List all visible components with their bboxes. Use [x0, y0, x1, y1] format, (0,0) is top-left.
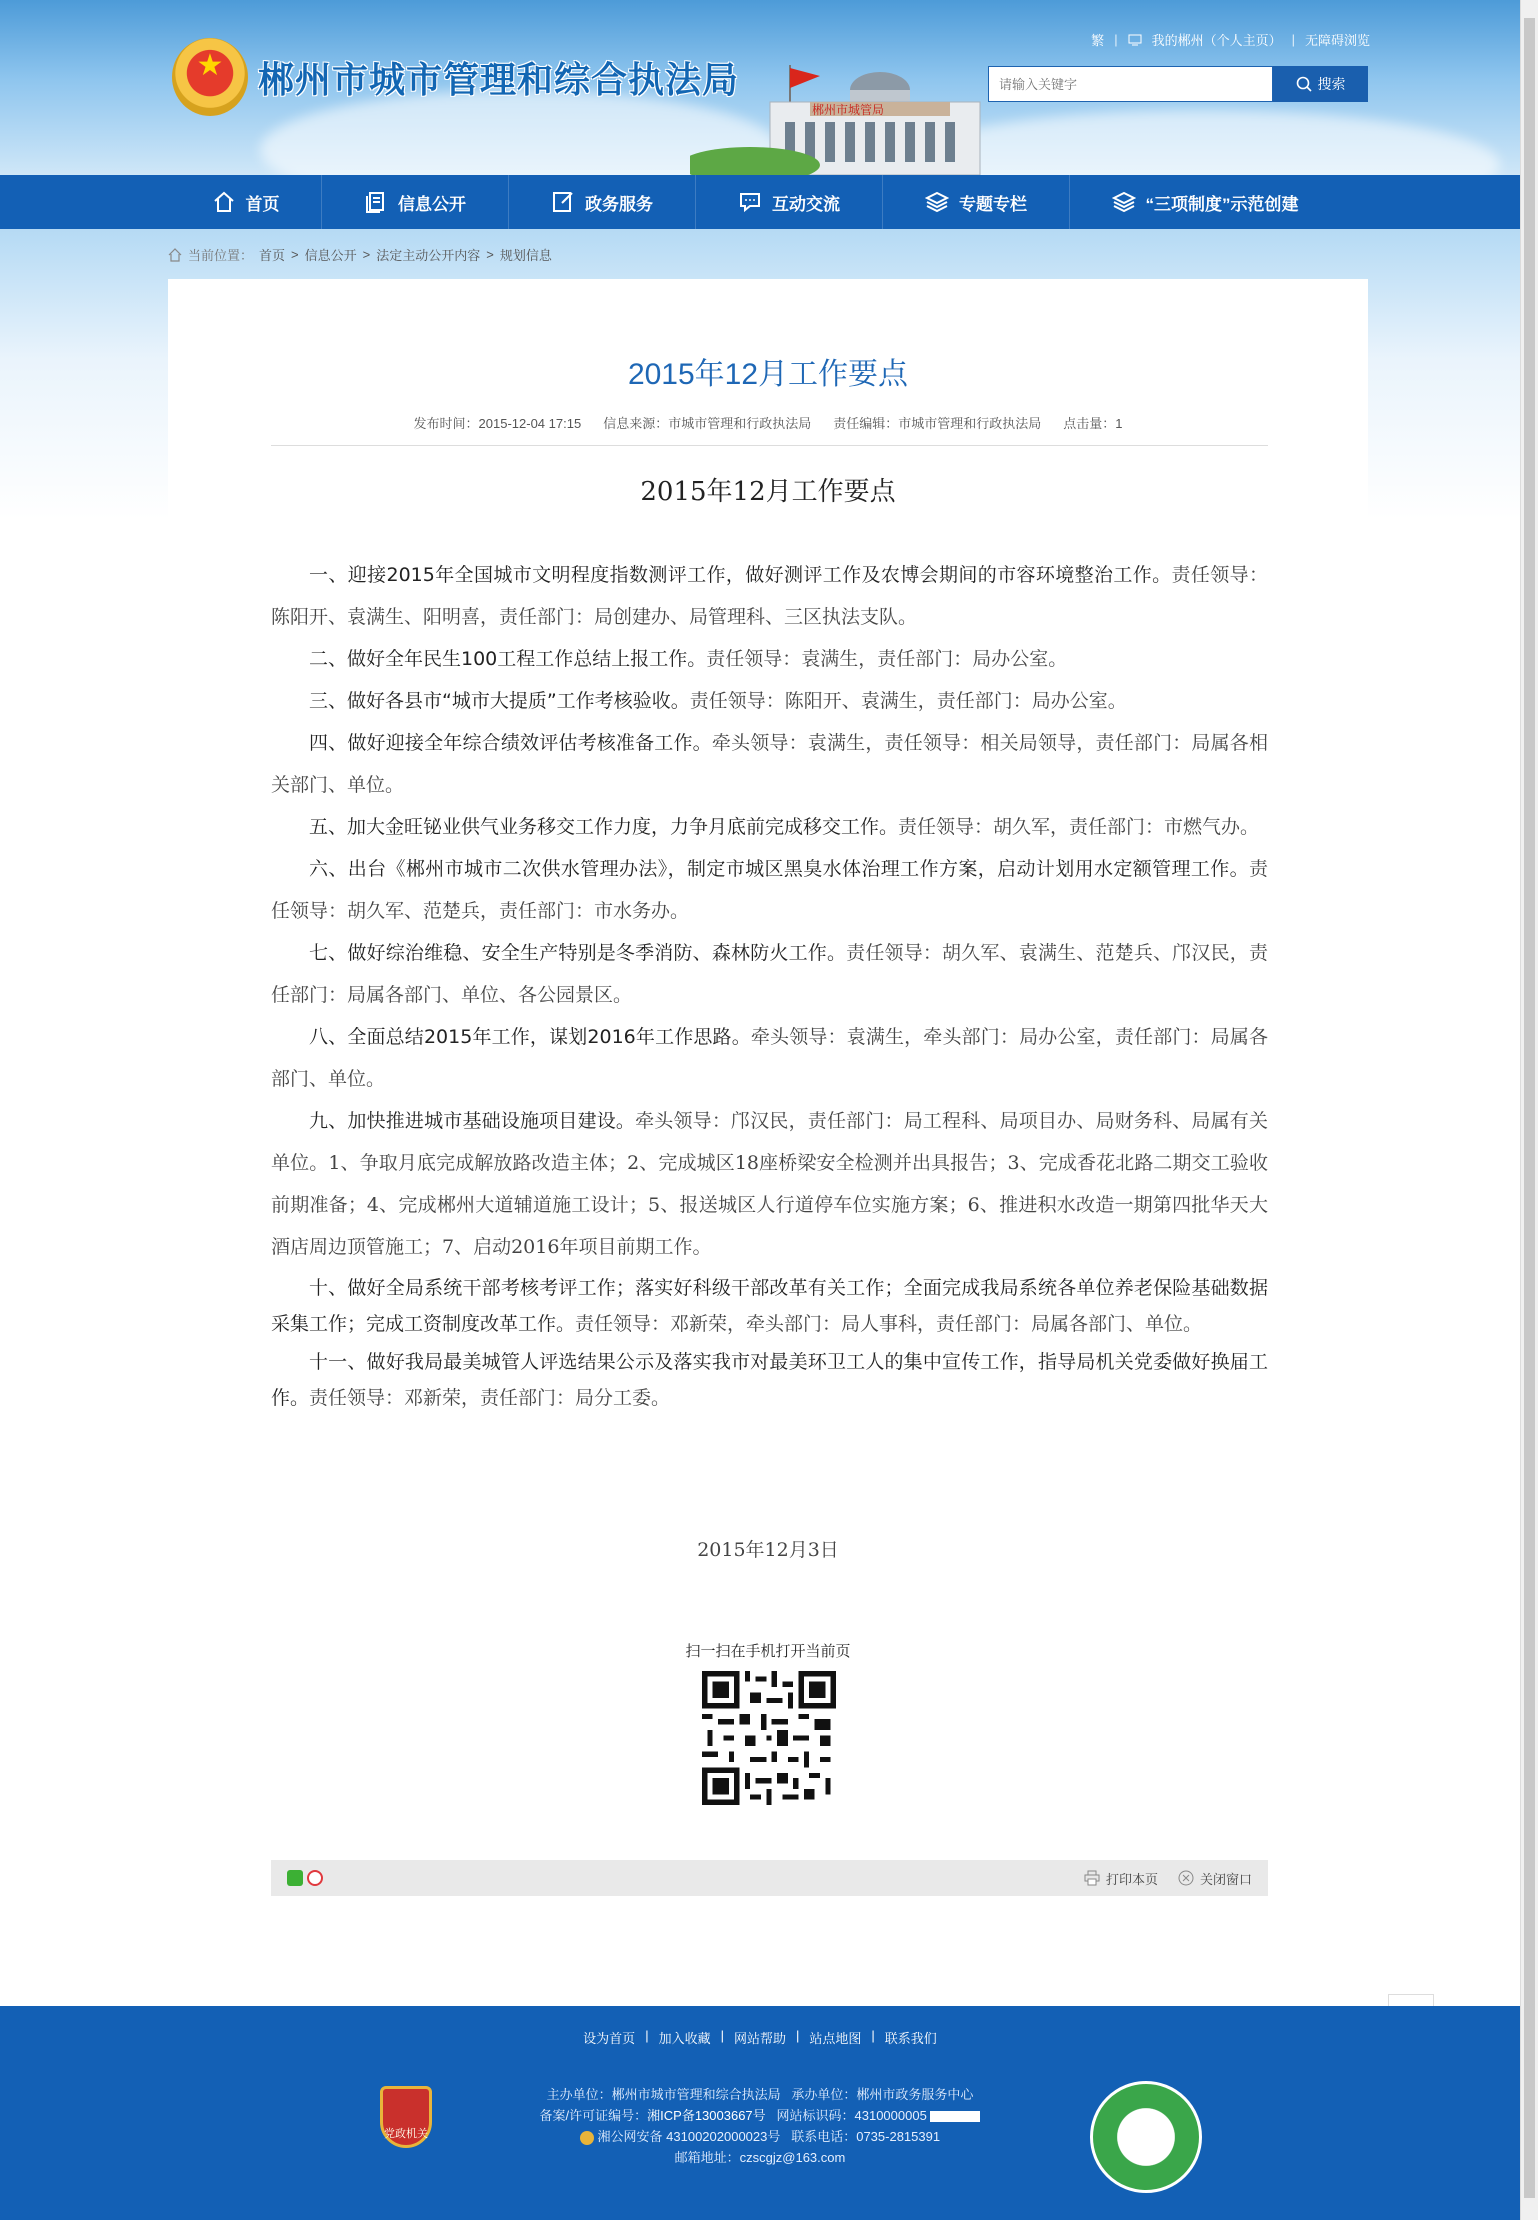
weibo-share-icon[interactable] — [307, 1870, 323, 1886]
undertaker-unit: 承办单位：郴州市政务服务中心 — [791, 2087, 974, 2102]
site-title[interactable]: 郴州市城市管理和综合执法局 — [258, 60, 740, 101]
share-bar — [271, 1860, 1268, 1896]
cnzz-badge[interactable] — [930, 2111, 980, 2122]
accessibility-link[interactable]: 无障碍浏览 — [1304, 33, 1370, 48]
monitor-icon — [1128, 34, 1142, 46]
wechat-share-icon[interactable] — [287, 1870, 303, 1886]
article-paragraph: 二、做好全年民生100工程工作总结上报工作。责任领导：袁满生，责任部门：局办公室。 — [309, 648, 1068, 670]
footer-line — [0, 2147, 1520, 2168]
footer-link[interactable]: 设为首页 — [583, 2031, 636, 2046]
layers-icon — [1112, 190, 1136, 214]
article-paragraph: 十、做好全局系统干部考核考评工作；落实好科级干部改革有关工作；全面完成我局系统各单位养老保险基础数据采集工作；完成工资制度改革工作。责任领导：邓新荣，牵头部门：局人事科，责任部门：局属各部门、单位。 — [271, 1277, 1268, 1335]
nav-item-three-systems[interactable] — [1070, 175, 1340, 229]
nav-item-label: 专题专栏 — [959, 194, 1027, 214]
qr-code-icon — [702, 1671, 836, 1805]
close-window-label: 关闭窗口 — [1199, 1871, 1252, 1887]
article-panel — [168, 279, 1368, 1919]
footer-line — [0, 2126, 1520, 2147]
my-chenzhou-link[interactable]: 我的郴州（个人主页） — [1151, 33, 1282, 48]
footer-info — [0, 2084, 1520, 2168]
share-icons — [287, 1870, 323, 1886]
civilized-website-badge-icon[interactable] — [1090, 2081, 1202, 2193]
cloud-decoration — [900, 110, 1500, 175]
scrollbar[interactable] — [1520, 0, 1538, 2220]
edit-icon — [551, 190, 575, 214]
separator: | — [645, 2028, 649, 2043]
document-icon — [364, 190, 388, 214]
separator: | — [720, 2028, 724, 2043]
search-bar — [988, 66, 1368, 102]
close-icon — [1178, 1870, 1194, 1886]
article-paragraph: 四、做好迎接全年综合绩效评估考核准备工作。牵头领导：袁满生，责任领导：相关局领导，责任部门：局属各相关部门、单位。 — [271, 732, 1268, 796]
site-footer — [0, 2006, 1520, 2220]
footer-link[interactable]: 联系我们 — [884, 2031, 937, 2046]
search-button[interactable] — [1273, 66, 1368, 102]
home-icon — [212, 190, 236, 214]
nav-item-label: “三项制度”示范创建 — [1145, 194, 1299, 214]
icp-label: 备案/许可证编号： — [539, 2108, 648, 2123]
footer-line — [0, 2084, 1520, 2105]
publish-time: 发布时间：2015-12-04 17:15 — [413, 416, 582, 431]
breadcrumb-item[interactable]: 首页 — [259, 248, 286, 263]
host-unit: 主办单位：郴州市城市管理和综合执法局 — [546, 2087, 781, 2102]
separator: | — [871, 2028, 875, 2043]
breadcrumb-item[interactable]: 规划信息 — [499, 248, 552, 263]
footer-line — [0, 2105, 1520, 2126]
icp-link[interactable]: 湘ICP备13003667号 — [647, 2108, 766, 2123]
page-actions — [1084, 1869, 1252, 1888]
nav-item-special-topics[interactable] — [883, 175, 1070, 229]
separator: | — [1291, 32, 1295, 47]
contact-phone: 联系电话：0735-2815391 — [791, 2129, 941, 2144]
info-source: 信息来源：市城市管理和行政执法局 — [603, 416, 812, 431]
site-id: 网站标识码：4310000005 — [776, 2108, 927, 2123]
article-paragraph: 五、加大金旺铋业供气业务移交工作力度，力争月底前完成移交工作。责任领导：胡久军，责任部门：市燃气办。 — [309, 816, 1260, 838]
editor: 责任编辑：市城市管理和行政执法局 — [833, 416, 1042, 431]
breadcrumb-item[interactable]: 信息公开 — [304, 248, 357, 263]
article-paragraph: 十一、做好我局最美城管人评选结果公示及落实我市对最美环卫工人的集中宣传工作，指导局机关党委做好换届工作。责任领导：邓新荣，责任部门：局分工委。 — [271, 1351, 1268, 1409]
search-input[interactable] — [988, 66, 1273, 102]
nav-item-gov-service[interactable] — [509, 175, 696, 229]
footer-link[interactable]: 加入收藏 — [658, 2031, 711, 2046]
home-icon — [168, 248, 182, 262]
print-button[interactable] — [1084, 1869, 1158, 1888]
divider — [271, 445, 1268, 446]
article-body — [271, 554, 1268, 1416]
footer-links — [0, 2028, 1520, 2047]
breadcrumb — [168, 245, 552, 264]
view-count: 点击量：1 — [1063, 416, 1123, 431]
close-window-button[interactable] — [1178, 1869, 1252, 1888]
nav-item-home[interactable] — [170, 175, 322, 229]
police-badge-icon — [580, 2131, 594, 2145]
traditional-chinese-link[interactable]: 繁 — [1091, 33, 1105, 48]
top-links — [1091, 30, 1370, 49]
nav-item-label: 信息公开 — [398, 194, 466, 214]
search-icon — [1296, 76, 1312, 92]
nav-item-label: 互动交流 — [772, 194, 840, 214]
breadcrumb-separator: > — [291, 247, 299, 262]
article-date: 2015年12月3日 — [697, 1539, 839, 1561]
article-paragraph: 八、全面总结2015年工作，谋划2016年工作思路。牵头领导：袁满生，牵头部门：局办公室，责任部门：局属各部门、单位。 — [271, 1026, 1268, 1090]
nav-item-label: 首页 — [245, 194, 280, 214]
footer-link[interactable]: 网站帮助 — [733, 2031, 786, 2046]
national-emblem-icon — [172, 38, 248, 116]
search-button-label: 搜索 — [1317, 76, 1346, 92]
article-paragraph: 九、加快推进城市基础设施项目建设。牵头领导：邝汉民，责任部门：局工程科、局项目办、局财务科、局属有关单位。1、争取月底完成解放路改造主体；2、完成城区18座桥梁安全检测并出具报告；3、完成香花北路二期交工验收前期准备；4、完成郴州大道辅道施工设计；5、报送城区人行道停车位实施方案；6、推进积水改造一期第四批华天大酒店周边顶管施工；7、启动2016年项目前期工作。 — [271, 1110, 1268, 1258]
main-nav — [0, 175, 1520, 229]
breadcrumb-item[interactable]: 法定主动公开内容 — [376, 248, 481, 263]
article-title: 2015年12月工作要点 — [627, 358, 909, 391]
nav-item-label: 政务服务 — [585, 194, 653, 214]
article-paragraph: 三、做好各县市“城市大提质”工作考核验收。责任领导：陈阳开、袁满生，责任部门：局办公室。 — [309, 690, 1127, 712]
separator: | — [796, 2028, 800, 2043]
contact-email: 邮箱地址：czscgjz@163.com — [674, 2150, 846, 2165]
badge-left-text: 党政机关 — [384, 2128, 428, 2140]
article-paragraph: 六、出台《郴州市城市二次供水管理办法》，制定市城区黑臭水体治理工作方案，启动计划用水定额管理工作。责任领导：胡久军、范楚兵，责任部门：市水务办。 — [271, 858, 1268, 922]
nav-item-interaction[interactable] — [696, 175, 883, 229]
government-building-image — [690, 30, 990, 175]
print-label: 打印本页 — [1105, 1871, 1158, 1887]
article-paragraph: 七、做好综治维稳、安全生产特别是冬季消防、森林防火工作。责任领导：胡久军、袁满生、范楚兵、邝汉民，责任部门：局属各部门、单位、各公园景区。 — [271, 942, 1268, 1006]
breadcrumb-separator: > — [486, 247, 494, 262]
chat-icon — [738, 190, 762, 214]
printer-icon — [1084, 1870, 1100, 1886]
article-subtitle: 2015年12月工作要点 — [640, 477, 896, 507]
police-record[interactable]: 湘公网安备 43100202000023号 — [597, 2129, 781, 2144]
breadcrumb-separator: > — [362, 247, 371, 262]
layers-icon — [925, 190, 949, 214]
breadcrumb-label: 当前位置： — [188, 248, 254, 263]
site-header — [0, 0, 1520, 175]
qr-label: 扫一扫在手机打开当前页 — [685, 1643, 851, 1660]
scrollbar-thumb[interactable] — [1524, 18, 1535, 2198]
separator: | — [1114, 32, 1118, 47]
nav-item-info-public[interactable] — [322, 175, 509, 229]
building-sign: 郴州市城管局 — [812, 103, 885, 117]
footer-link[interactable]: 站点地图 — [809, 2031, 862, 2046]
article-meta — [168, 413, 1368, 432]
article-paragraph: 一、迎接2015年全国城市文明程度指数测评工作，做好测评工作及农博会期间的市容环境整治工作。责任领导：陈阳开、袁满生、阳明喜，责任部门：局创建办、局管理科、三区执法支队。 — [271, 564, 1268, 628]
